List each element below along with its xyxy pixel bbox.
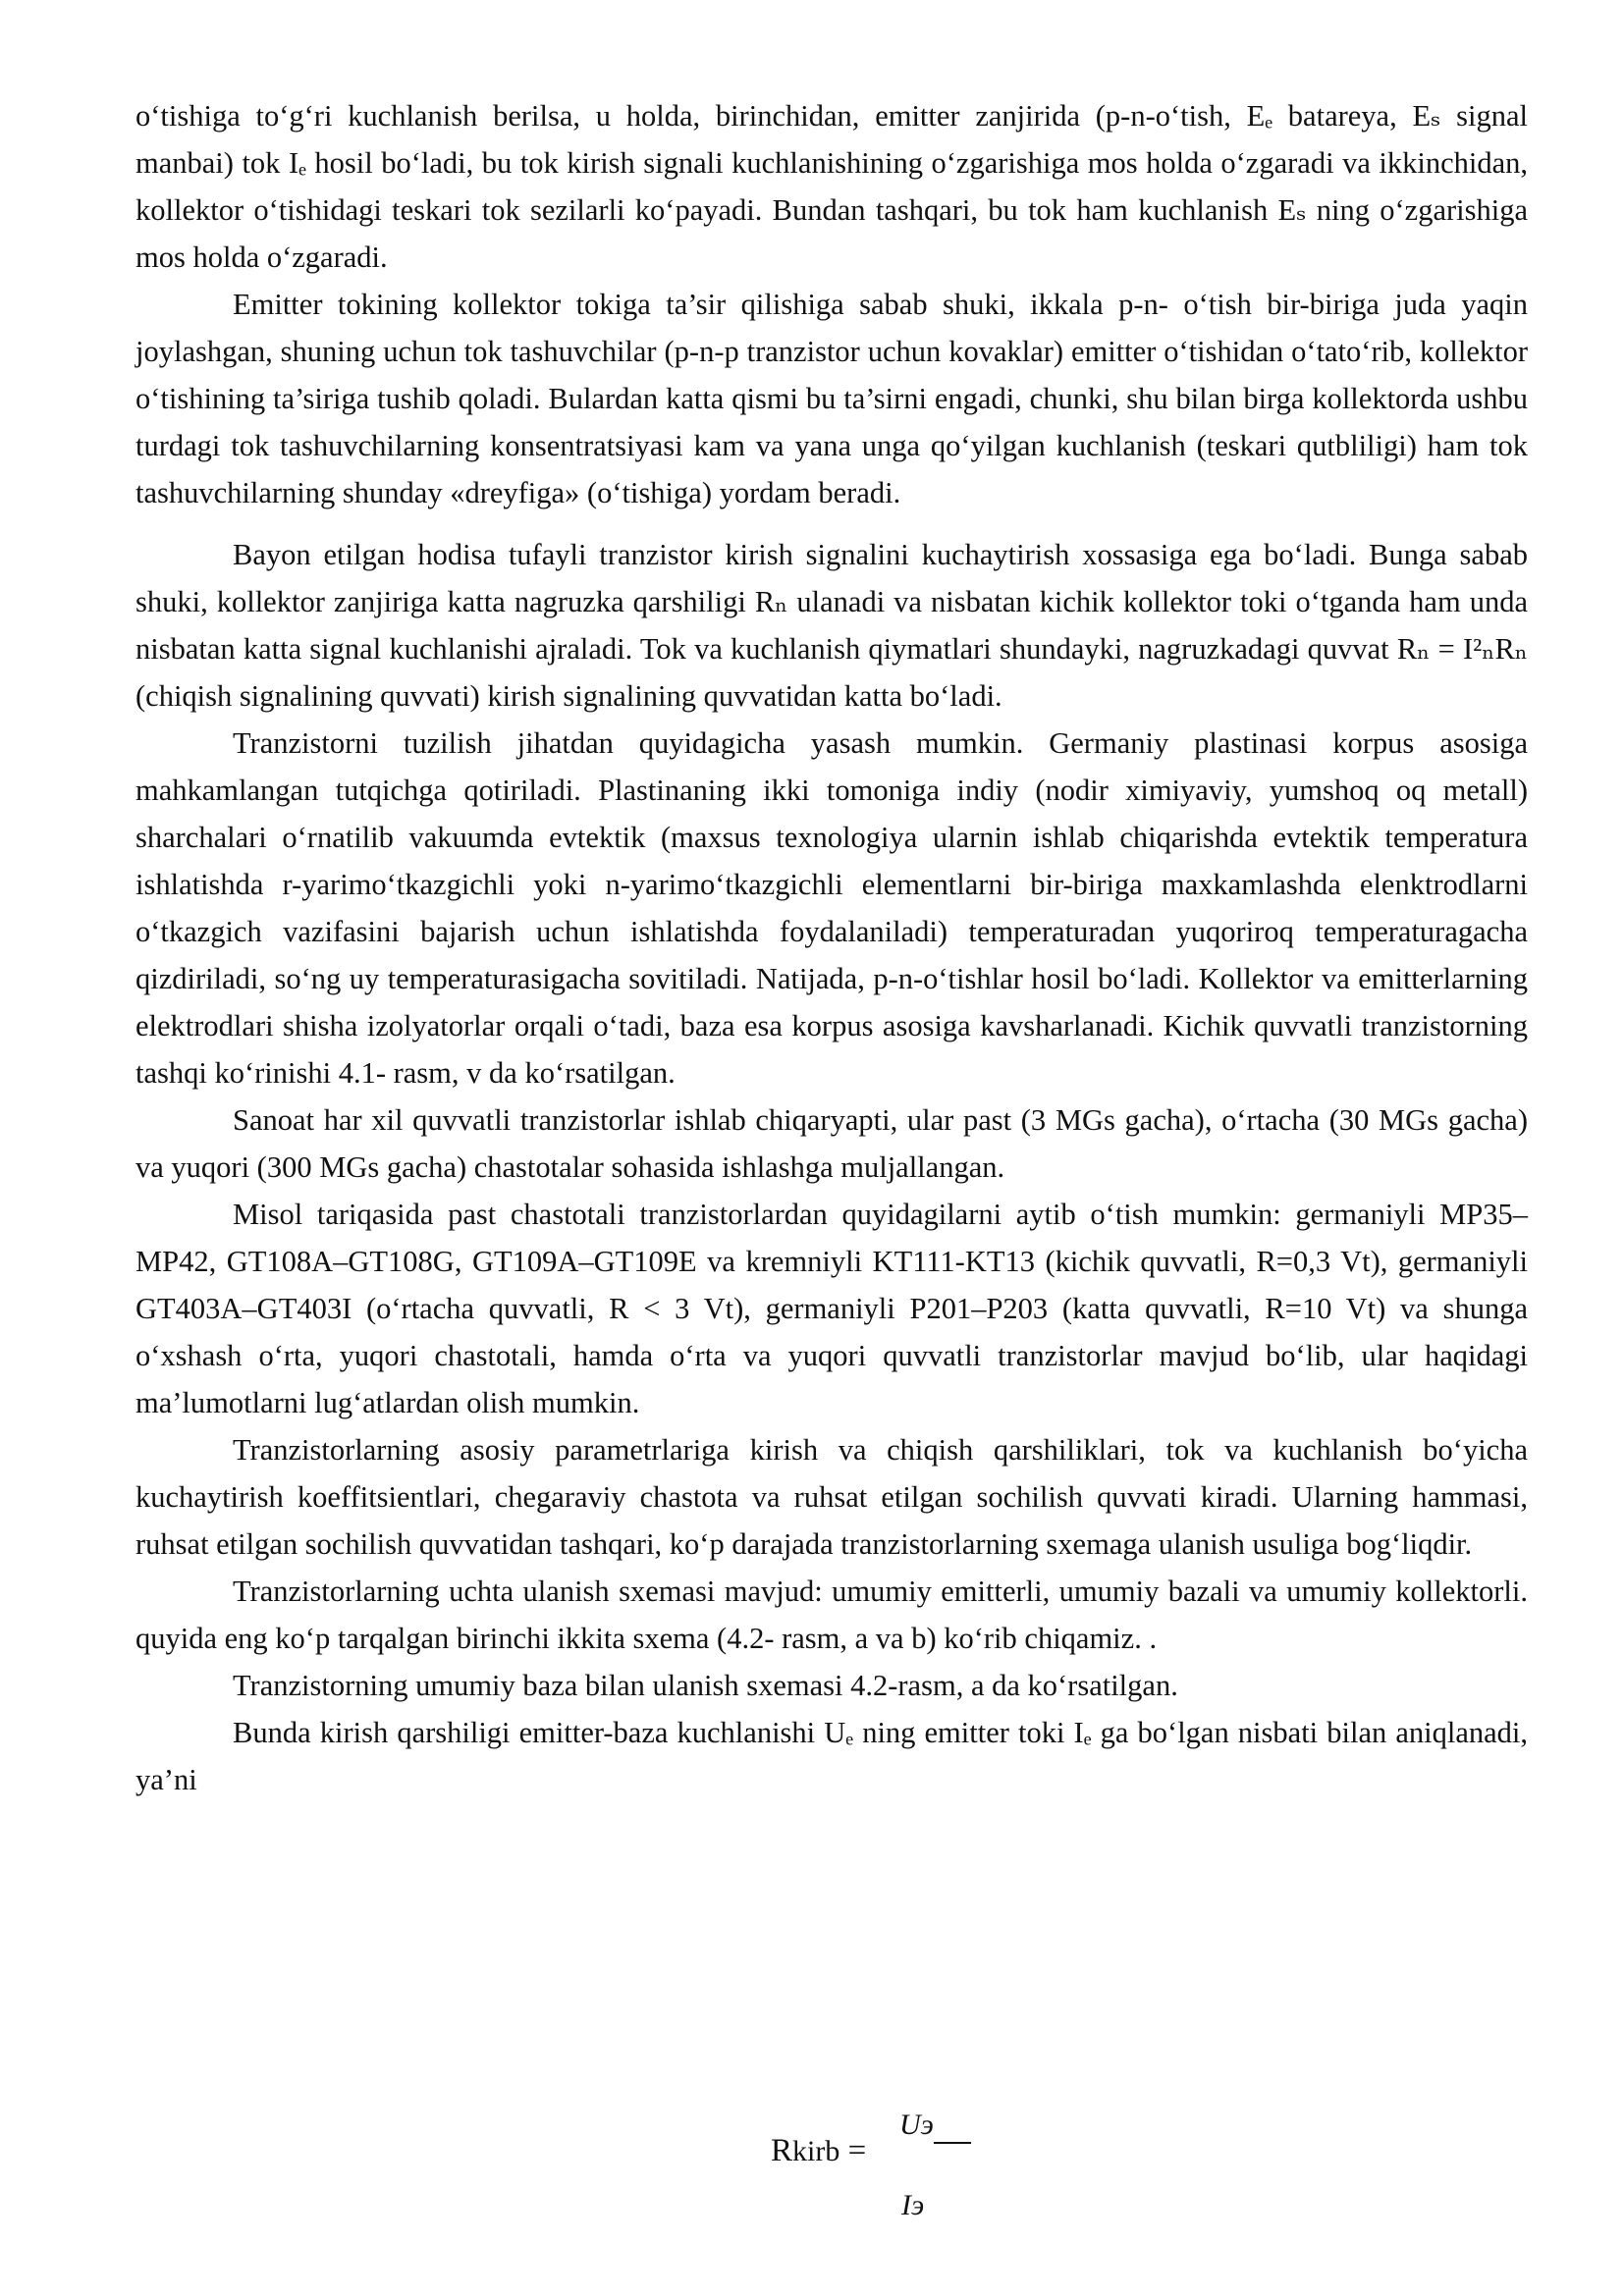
fraction-bar	[934, 2142, 971, 2144]
paragraph-8: Tranzistorlarning uchta ulanish sxemasi mavjud: umumiy emitterli, umumiy bazali va umumiy kollektorli. quyida eng ko‘p tarqalgan birinchi ikkita sxema (4.2- rasm, a va b) ko‘rib chiqamiz. .	[135, 1575, 1528, 1655]
paragraph-10: Bunda kirish qarshiligi emitter-baza kuchlanishi Uₑ ning emitter toki Iₑ ga bo‘lgan nisbati bilan aniqlanadi, ya’ni	[135, 1716, 1528, 1796]
formula-numerator: Uэ	[899, 2109, 934, 2141]
paragraph-7: Tranzistorlarning asosiy parametrlariga kirish va chiqish qarshiliklari, tok va kuchlanish bo‘yicha kuchaytirish koeffitsientlari, chegaraviy chastota va ruhsat etilgan sochilish quvvati kiradi. Ularning hammasi, ruhsat etilgan sochilish quvvatidan tashqari, ko‘p darajada tranzistorlarning sxemaga ulanish usuliga bog‘liqdir.	[135, 1433, 1528, 1561]
paragraph-9: Tranzistorning umumiy baza bilan ulanish sxemasi 4.2-rasm, a da ko‘rsatilgan.	[233, 1669, 1178, 1702]
formula-lhs-subscript: kirb	[792, 2135, 840, 2167]
paragraph-4: Tranzistorni tuzilish jihatdan quyidagicha yasash mumkin. Germaniy plastinasi korpus asosiga mahkamlangan tutqichga qotiriladi. Plastinaning ikki tomoniga indiy (nodir ximiyaviy, yumshoq oq metall) sharchalari o‘rnatilib vakuumda evtektik (maxsus texnologiya ularnin ishlab chiqarishda evtektik temperatura ishlatishda r-yarimo‘tkazgichli yoki n-yarimo‘tkazgichli elementlarni bir-biriga maxkamlashda elenktrodlarni o‘tkazgich vazifasini bajarish uchun ishlatishda foydalaniladi) temperaturadan yuqoriroq temperaturagacha qizdiriladi, so‘ng uy temperaturasigacha sovitiladi. Natijada, p-n-o‘tishlar hosil bo‘ladi. Kollektor va emitterlarning elektrodlari shisha izolyatorlar orqali o‘tadi, baza esa korpus asosiga kavsharlanadi. Kichik quvvatli tranzistorning tashqi ko‘rinishi 4.1- rasm, v da ko‘rsatilgan.	[135, 726, 1528, 1090]
paragraph-3: Bayon etilgan hodisa tufayli tranzistor kirish signalini kuchaytirish xossasiga ega bo‘ladi. Bunga sabab shuki, kollektor zanjiriga katta nagruzka qarshiligi Rₙ ulanadi va nisbatan kichik kollektor toki o‘tganda ham unda nisbatan katta signal kuchlanishi ajraladi. Tok va kuchlanish qiymatlari shundayki, nagruzkadagi quvvat Rₙ = I²ₙRₙ (chiqish signalining quvvati) kirish signalining quvvatidan katta bo‘ladi.	[135, 538, 1528, 713]
formula-equals: =	[839, 2133, 867, 2168]
paragraph-5: Sanoat har xil quvvatli tranzistorlar ishlab chiqaryapti, ular past (3 MGs gacha), o‘rtacha (30 MGs gacha) va yuqori (300 MGs gacha) chastotalar sohasida ishlashga muljallangan.	[135, 1103, 1528, 1184]
formula-lhs-symbol: R	[771, 2133, 793, 2168]
formula-denominator: Iэ	[901, 2189, 925, 2221]
paragraph-1: o‘tishiga to‘g‘ri kuchlanish berilsa, u holda, birinchidan, emitter zanjirida (p-n-o‘tish, Eₑ batareya, Eₛ signal manbai) tok Iₑ hosil bo‘ladi, bu tok kirish signali kuchlanishining o‘zgarishiga mos holda o‘zgaradi va ikkinchidan, kollektor o‘tishidagi teskari tok sezilarli ko‘payadi. Bundan tashqari, bu tok ham kuchlanish Eₛ ning o‘zgarishiga mos holda o‘zgaradi.	[135, 99, 1528, 274]
paragraph-6: Misol tariqasida past chastotali tranzistorlardan quyidagilarni aytib o‘tish mumkin: germaniyli MP35–MP42, GT108A–GT108G, GT109A–GT109E va kremniyli KT111-KT13 (kichik quvvatli, R=0,3 Vt), germaniyli GT403A–GT403I (o‘rtacha quvvatli, R < 3 Vt), germaniyli P201–P203 (katta quvvatli, R=10 Vt) va shunga o‘xshash o‘rta, yuqori chastotali, hamda o‘rta va yuqori quvvatli tranzistorlar mavjud bo‘lib, ular haqidagi ma’lumotlarni lug‘atlardan olish mumkin.	[135, 1198, 1528, 1419]
document-page	[135, 92, 1528, 1803]
input-resistance-formula	[0, 2109, 1624, 2226]
formula-lhs	[771, 2133, 866, 2169]
paragraph-2: Emitter tokining kollektor tokiga ta’sir qilishiga sabab shuki, ikkala p-n- o‘tish bir-biriga juda yaqin joylashgan, shuning uchun tok tashuvchilar (p-n-p tranzistor uchun kovaklar) emitter o‘tishidan o‘tato‘rib, kollektor o‘tishining ta’siriga tushib qoladi. Bulardan katta qismi bu ta’sirni engadi, chunki, shu bilan birga kollektorda ushbu turdagi tok tashuvchilarning konsentratsiyasi kam va yana unga qo‘yilgan kuchlanish (teskari qutbliligi) ham tok tashuvchilarning shunday «dreyfiga» (o‘tishiga) yordam beradi.	[135, 288, 1528, 509]
